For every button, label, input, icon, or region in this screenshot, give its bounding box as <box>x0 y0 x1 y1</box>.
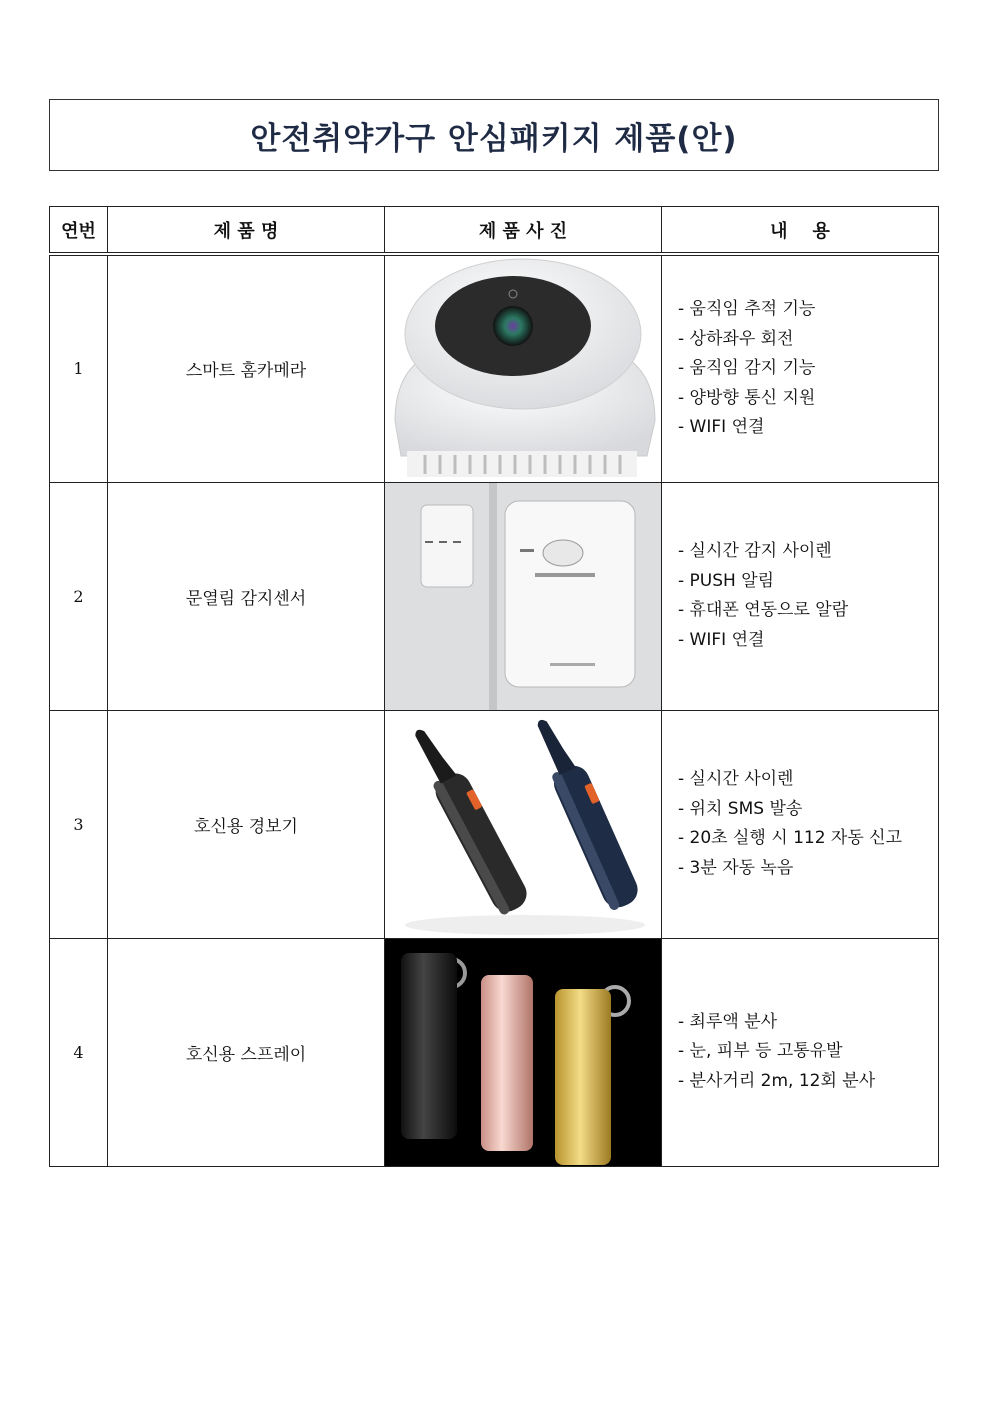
product-photo <box>385 938 662 1166</box>
product-features <box>662 482 939 710</box>
product-features <box>662 710 939 938</box>
feature-item: - 실시간 감지 사이렌 <box>678 537 938 567</box>
row-number: 1 <box>50 254 108 482</box>
feature-item: - PUSH 알림 <box>678 567 938 597</box>
feature-item: - 휴대폰 연동으로 알람 <box>678 596 938 626</box>
row-number: 2 <box>50 482 108 710</box>
personal-alarm-icon <box>385 711 661 939</box>
title-box <box>49 99 939 171</box>
table-row <box>50 938 939 1166</box>
product-name: 스마트 홈카메라 <box>108 254 385 482</box>
feature-item: - 움직임 감지 기능 <box>678 354 938 384</box>
feature-item: - 분사거리 2m, 12회 분사 <box>678 1067 938 1097</box>
feature-item: - 최루액 분사 <box>678 1008 938 1038</box>
table-row <box>50 710 939 938</box>
product-features <box>662 938 939 1166</box>
row-number: 4 <box>50 938 108 1166</box>
product-name: 호신용 스프레이 <box>108 938 385 1166</box>
product-photo <box>385 710 662 938</box>
defense-spray-icon <box>385 939 661 1167</box>
column-header-name: 제 품 명 <box>108 207 385 255</box>
product-table <box>49 206 939 1167</box>
column-header-num: 연번 <box>50 207 108 255</box>
door-sensor-icon <box>385 483 661 711</box>
feature-item: - 실시간 사이렌 <box>678 765 938 795</box>
product-name: 호신용 경보기 <box>108 710 385 938</box>
feature-item: - 상하좌우 회전 <box>678 325 938 355</box>
product-features <box>662 254 939 482</box>
table-row <box>50 254 939 482</box>
product-photo <box>385 254 662 482</box>
smart-home-camera-icon <box>385 256 661 482</box>
row-number: 3 <box>50 710 108 938</box>
feature-item: - 20초 실행 시 112 자동 신고 <box>678 824 938 854</box>
feature-item: - 양방향 통신 지원 <box>678 384 938 414</box>
feature-item: - WIFI 연결 <box>678 413 938 443</box>
column-header-content: 내 용 <box>662 207 939 255</box>
feature-item: - 움직임 추적 기능 <box>678 295 938 325</box>
table-header-row <box>50 207 939 255</box>
feature-item: - 눈, 피부 등 고통유발 <box>678 1037 938 1067</box>
column-header-photo: 제 품 사 진 <box>385 207 662 255</box>
product-name: 문열림 감지센서 <box>108 482 385 710</box>
page-title: 안전취약가구 안심패키지 제품(안) <box>250 120 738 157</box>
product-photo <box>385 482 662 710</box>
table-row <box>50 482 939 710</box>
feature-item: - 위치 SMS 발송 <box>678 795 938 825</box>
feature-item: - 3분 자동 녹음 <box>678 854 938 884</box>
feature-item: - WIFI 연결 <box>678 626 938 656</box>
